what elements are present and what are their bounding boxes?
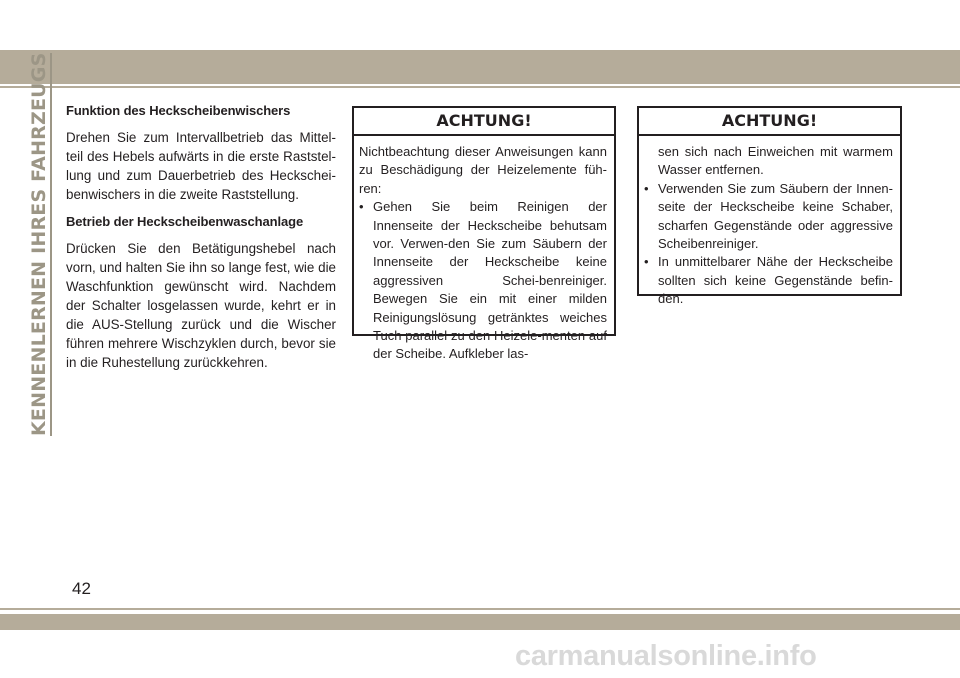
warning-bullet: • Gehen Sie beim Reinigen der Innenseite der Heckscheibe behutsam vor. Verwen-den Sie zum Säubern der Innenseite der Heckscheibe keine aggressiven Schei-benreiniger. Bewegen Sie ein mit einer milden Reinigungslösung getränktes weiches Tuch parallel zu den Heizele-menten auf der Scheibe. Aufkleber las- bbox=[359, 198, 607, 364]
section-paragraph-rear-washer: Drücken Sie den Betätigungshebel nach vorn, und halten Sie ihn so lange fest, wie die Waschfunktion gewünscht wird. Nachdem der Schalter losgelassen wurde, kehrt er in die AUS-Stellung zurück und die Wischer führen mehrere Wischzyklen durch, bevor sie in die Ruhestellung zurückkehren. bbox=[66, 241, 336, 370]
text-column bbox=[66, 102, 336, 381]
page-number: 42 bbox=[72, 579, 91, 598]
warning-title: ACHTUNG! bbox=[639, 108, 900, 136]
header-rule bbox=[0, 86, 960, 88]
watermark: carmanualsonline.info bbox=[515, 640, 817, 672]
warning-continuation: sen sich nach Einweichen mit warmem Wasser entfernen. bbox=[658, 144, 893, 178]
warning-title: ACHTUNG! bbox=[354, 108, 614, 136]
warning-bullet-list bbox=[359, 198, 607, 364]
header-band bbox=[0, 50, 960, 84]
section-heading-rear-washer: Betrieb der Heckscheibenwaschanlage bbox=[66, 214, 304, 229]
warning-box-1 bbox=[352, 106, 616, 362]
warning-bullet: • Verwenden Sie zum Säubern der Innen-seite der Heckscheibe keine Schaber, scharfen Gegenstände oder aggressive Scheibenreiniger. bbox=[644, 180, 893, 254]
warning-bullet: • In unmittelbarer Nähe der Heckscheibe sollten sich keine Gegenstände befin-den. bbox=[644, 253, 893, 308]
footer-band bbox=[0, 614, 960, 630]
warning-body bbox=[639, 136, 900, 309]
footer-rule bbox=[0, 608, 960, 610]
warning-intro: Nichtbeachtung dieser Anweisungen kann zu Beschädigung der Heizelemente füh-ren: bbox=[359, 144, 607, 196]
warning-body bbox=[354, 136, 614, 364]
warning-box-2 bbox=[637, 106, 902, 307]
warning-bullet-list bbox=[644, 180, 893, 309]
section-paragraph-rear-wiper: Drehen Sie zum Intervallbetrieb das Mittel-teil des Hebels aufwärts in die erste Raststel-lung und zum Dauerbetrieb des Heckschei-benwischers in die zweite Raststellung. bbox=[66, 130, 336, 202]
chapter-side-title: KENNENLERNEN IHRES FAHRZEUGS bbox=[28, 52, 50, 436]
section-heading-rear-wiper: Funktion des Heckscheibenwischers bbox=[66, 103, 291, 118]
